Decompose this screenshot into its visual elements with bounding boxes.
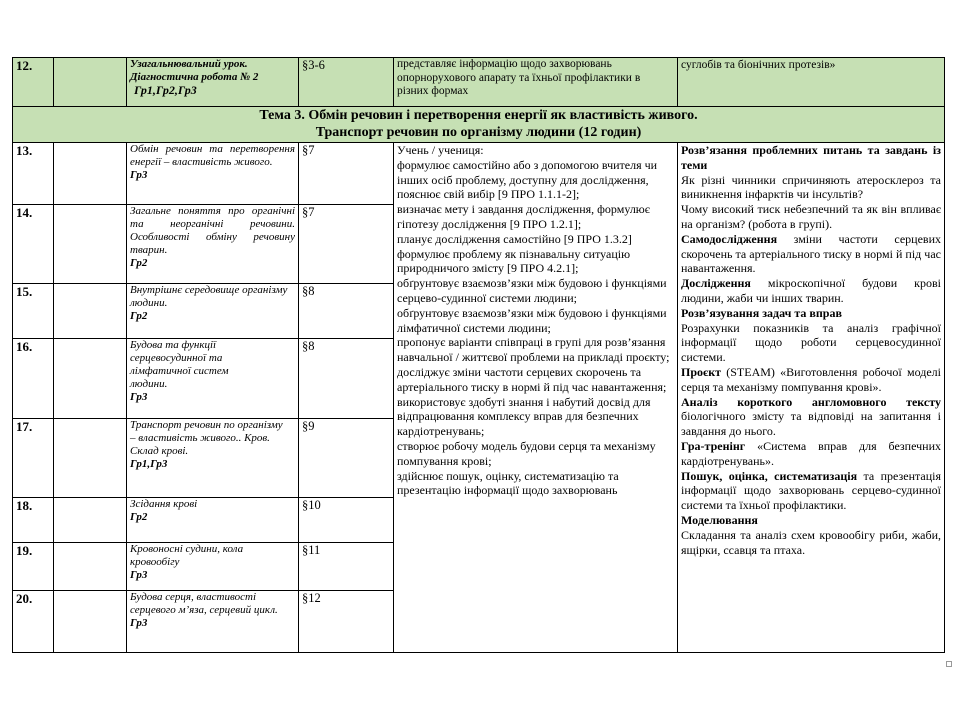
lesson-number: 18. xyxy=(13,498,54,543)
lesson-title xyxy=(127,498,299,543)
analysis-title: Аналіз короткого англомовного тексту xyxy=(681,394,941,409)
lesson-text: Транспорт речовин по організму – властивість живого.. Кров. Склад крові. xyxy=(130,419,283,457)
research-title: Дослідження xyxy=(681,276,751,291)
empty-cell xyxy=(54,143,127,205)
lesson-groups: Гр1,Гр2,Гр3 xyxy=(134,83,197,97)
empty-cell xyxy=(54,58,127,107)
lesson-title xyxy=(127,284,299,339)
project-text: (STEAM) «Виготовлення робочої моделі серця та механізму помпування крові». xyxy=(681,364,941,394)
outcome-item: формулює проблему як пізнавальну ситуацію природничого змісту [9 ПРО 4.2.1]; xyxy=(397,246,631,276)
modeling-title: Моделювання xyxy=(681,512,758,527)
empty-cell xyxy=(54,543,127,591)
outcome-item: обґрунтовує взаємозв’язки між будовою і функціями лімфатичної системи людини; xyxy=(397,305,667,335)
textbook-paragraph: §10 xyxy=(299,498,394,543)
theme-title-line1: Тема 3. Обмін речовин і перетворення енергії як властивість живого. xyxy=(259,108,698,123)
theme-title-line2: Транспорт речовин по організму людини (12 годин) xyxy=(315,125,642,140)
lesson-group: Гр3 xyxy=(130,169,148,181)
research-block xyxy=(681,276,941,306)
empty-cell xyxy=(54,498,127,543)
lesson-title-line2: Діагностична робота № 2 xyxy=(130,71,259,83)
self-study-block xyxy=(681,232,941,276)
search-text: та презентація інформації щодо захворювань серцево-судинної системи та їхньої профілактики. xyxy=(681,468,941,513)
outcome-item: здійснює пошук, оцінку, систематизацію та презентацію інформації щодо захворювань xyxy=(397,468,619,498)
lesson-group: Гр2 xyxy=(130,310,148,322)
lesson-number: 14. xyxy=(13,205,54,284)
lesson-text: Внутрішнє середовище організму людини. xyxy=(130,284,288,309)
empty-cell xyxy=(54,339,127,419)
lesson-text: Загальне поняття про органічні та неорганічні речовини. Особливості обміну речовину тварин. xyxy=(130,205,295,256)
outcomes-intro: Учень / учениця: xyxy=(397,143,484,157)
analysis-block xyxy=(681,395,941,439)
game-block xyxy=(681,439,941,469)
lesson-title xyxy=(127,543,299,591)
lesson-group: Гр1,Гр3 xyxy=(130,458,168,470)
theme-heading xyxy=(13,107,945,143)
tasks-text: Розрахунки показників та аналіз графічної інформації щодо роботи серцевосудинної системи. xyxy=(681,320,941,365)
lesson-group: Гр3 xyxy=(130,569,148,581)
research-text: мікроскопічної будови крові людини, жаби чи інших тварин. xyxy=(681,276,941,305)
outcome-item: планує дослідження самостійно [9 ПРО 1.3.2] xyxy=(397,231,632,246)
outcome-item: обґрунтовує взаємозв’язки між будовою і функціями серцево-судинної системи людини; xyxy=(397,276,667,305)
textbook-paragraph: §7 xyxy=(299,143,394,205)
tasks-title: Розв’язування задач та вправ xyxy=(681,305,842,320)
lesson-group: Гр2 xyxy=(130,511,148,523)
lesson-title xyxy=(127,339,299,419)
textbook-paragraph: §7 xyxy=(299,205,394,284)
analysis-text: біологічного змісту та відповіді на запитання і завдання до нього. xyxy=(681,409,941,439)
lesson-text: Будова та функції серцевосудинної та лімфатичної систем людини. xyxy=(130,339,229,390)
project-block xyxy=(681,365,941,395)
table-row xyxy=(13,143,945,205)
empty-cell xyxy=(54,205,127,284)
lesson-group: Гр2 xyxy=(130,257,148,269)
curriculum-table xyxy=(12,57,945,653)
lesson-number: 12. xyxy=(13,58,54,107)
lesson-number: 15. xyxy=(13,284,54,339)
lesson-text: Кровоносні судини, кола кровообігу xyxy=(130,543,244,568)
lesson-text: Обмін речовин та перетворення енергії – властивість живого. xyxy=(130,143,295,168)
self-study-title: Самодослідження xyxy=(681,231,778,246)
outcomes-cell xyxy=(394,143,678,653)
empty-cell xyxy=(54,284,127,339)
lesson-text: Будова серця, властивості серцевого м’яза, серцевий цикл. xyxy=(130,591,278,616)
modeling-text: Складання та аналіз схем кровообігу риби, жаби, ящірки, ссавця та птаха. xyxy=(681,527,941,557)
outcome-item: використовує здобуті знання і набутий досвід для відпрацювання комплексу вправ для безпечних кардіотренувань; xyxy=(397,394,651,439)
outcome-item: створює робочу модель будови серця та механізму помпування крові; xyxy=(397,438,656,468)
lesson-title xyxy=(127,143,299,205)
lesson-title-line1: Узагальнювальний урок. xyxy=(130,58,248,70)
outcome-item: досліджує зміни частоти серцевих скорочень та артеріального тиску в нормі й під час навантаження; xyxy=(397,364,667,394)
project-title: Проєкт xyxy=(681,364,722,379)
lesson-number: 13. xyxy=(13,143,54,205)
textbook-paragraph: §11 xyxy=(299,543,394,591)
textbook-paragraph: §12 xyxy=(299,591,394,653)
search-block xyxy=(681,469,941,513)
outcome-item: пропонує варіанти співпраці в групі для розв’язання навчальної / життєвої проблеми на прикладі проєкту; xyxy=(397,335,670,365)
textbook-paragraph: §3-6 xyxy=(299,58,394,107)
lesson-number: 16. xyxy=(13,339,54,419)
lesson-group: Гр3 xyxy=(130,391,148,403)
textbook-paragraph: §8 xyxy=(299,339,394,419)
game-title: Гра-тренінг xyxy=(681,438,746,453)
lesson-title xyxy=(127,419,299,498)
textbook-paragraph: §9 xyxy=(299,419,394,498)
lesson-title xyxy=(127,58,299,107)
lesson-title xyxy=(127,205,299,284)
problems-title: Розв’язання проблемних питань та завдань із теми xyxy=(681,143,941,172)
activities-cell: суглобів та біонічних протезів» xyxy=(678,58,945,107)
lesson-group: Гр3 xyxy=(130,617,148,629)
self-study-text: зміни частоти серцевих скорочень та артеріального тиску в нормі й під час навантаження. xyxy=(681,231,941,276)
table-row xyxy=(13,58,945,107)
lesson-number: 19. xyxy=(13,543,54,591)
outcome-item: формулює самостійно або з допомогою вчителя чи інших осіб проблему, доступну для дослідження, пояснює свій вибір [9 ПРО 1.1.1-2]; xyxy=(397,157,658,202)
outcome-item: визначає мету і завдання дослідження, формулює гіпотезу дослідження [9 ПРО 1.2.1]; xyxy=(397,202,650,231)
problem-question: Чому високий тиск небезпечний та як він впливає на організм? (робота в групі). xyxy=(681,202,941,231)
activities-cell xyxy=(678,143,945,653)
empty-cell xyxy=(54,591,127,653)
lesson-number: 20. xyxy=(13,591,54,653)
outcomes-cell: представляє інформацію щодо захворювань опорнорухового апарату та їхньої профілактики в різних формах xyxy=(394,58,678,107)
game-text: «Система вправ для безпечних кардіотренувань». xyxy=(681,438,941,468)
resize-handle-icon xyxy=(946,661,952,667)
textbook-paragraph: §8 xyxy=(299,284,394,339)
lesson-text: Зсідання крові xyxy=(130,498,198,510)
theme-row xyxy=(13,107,945,143)
search-title: Пошук, оцінка, систематизація xyxy=(681,468,858,483)
lesson-title xyxy=(127,591,299,653)
lesson-number: 17. xyxy=(13,419,54,498)
empty-cell xyxy=(54,419,127,498)
problem-question: Як різні чинники спричиняють атеросклероз та виникнення інфарктів чи інсультів? xyxy=(681,172,941,202)
